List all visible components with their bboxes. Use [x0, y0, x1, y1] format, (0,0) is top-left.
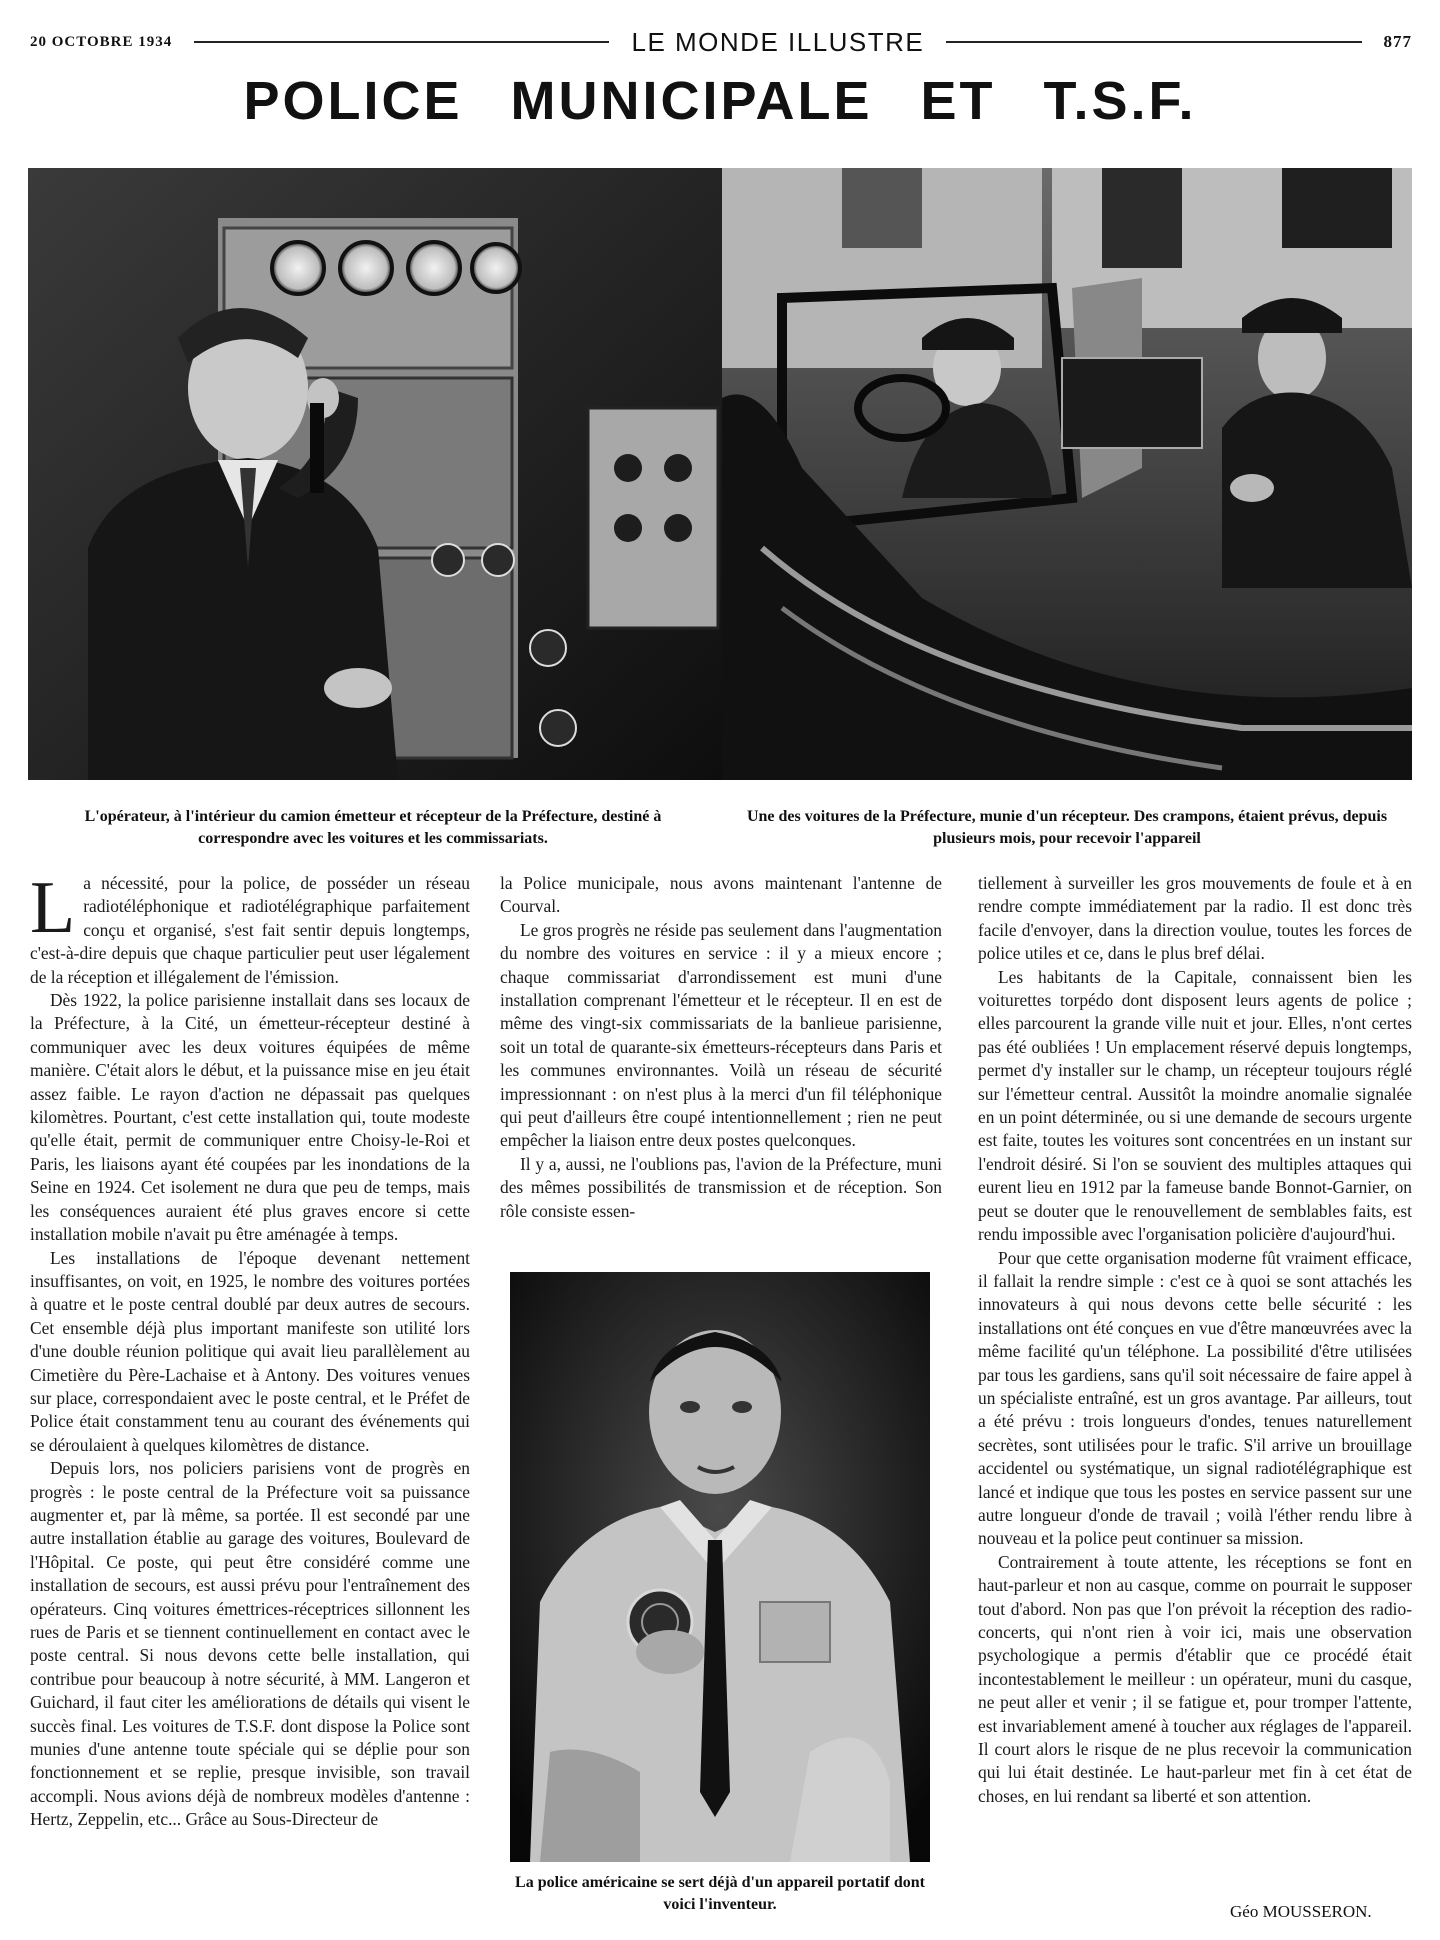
- paragraph: Les installations de l'époque devenant nettement insuffisantes, on voit, en 1925, le nombre des voitures portées à quatre et le poste central doublé par deux autres de secours. Cet ensemble déjà plus important manifeste son utilité lors d'une double réunion politique qui avait lieu parallèlement au Cimetière du Père-Lachaise et à Antony. Des voitures venues sur place, correspondaient avec le poste central, et le Préfet de Police était constamment tenu au courant des événements qui se déroulaient à quelques kilomètres de distance.: [30, 1247, 470, 1455]
- paragraph: Contrairement à toute attente, les réceptions se font en haut-parleur et non au casque, comme on pourrait le supposer tout d'abord. Non pas que l'on prévoit la réception des radio-concerts, qui n'ont rien à voir ici, mais une observation psychologique a permis d'établir que ce procédé était incontestablement le meilleur : un opérateur, muni du casque, ne peut aller et venir ; il se fatigue et, pour tromper l'attente, est invariablement amené à toucher aux réglages de l'appareil. Il court alors le risque de ne plus recevoir la communication qui lui était destinée. Le haut-parleur met fin à cet état de choses, en lui rendant sa liberté et son attention.: [978, 1551, 1412, 1806]
- paragraph: Depuis lors, nos policiers parisiens vont de progrès en progrès : le poste central de la Préfecture voit sa puissance augmenter et, par là même, sa portée. Il est secondé par une autre installation établie au garage des voitures, Boulevard de l'Hôpital. Ce poste, qui peut être considéré comme une installation de secours, est aussi prévu pour l'entraînement des opérateurs. Cinq voitures émettrices-réceptrices sillonnent les rues de Paris et se tiennent continuellement en contact avec le poste central. Si nous devons cette belle installation, qui contribue pour beaucoup à notre sécurité, à MM. Langeron et Guichard, il faut citer les améliorations de détails qui visent le succès final. Les voitures de T.S.F. dont dispose la Police sont munies d'une antenne toute spéciale qui se déplie pour son fonctionnement et se replie, presque invisible, son travail accompli. Nous avions déjà de nombreux modèles d'antenne : Hertz, Zeppelin, etc... Grâce au Sous-Directeur de: [30, 1458, 470, 1830]
- page-number: 877: [1383, 32, 1413, 51]
- inventor-photo-caption: La police américaine se sert déjà d'un appareil portatif dont voici l'inventeur.: [515, 1874, 925, 1913]
- paragraph: la Police municipale, nous avons maintenant l'antenne de Courval.: [500, 873, 942, 917]
- paragraph: Le gros progrès ne réside pas seulement dans l'augmentation du nombre des voitures en service : il y a mieux encore ; chaque commissariat d'arrondissement est muni d'une installation comprenant l'émetteur et le récepteur. Il en est de même des vingt-six commissariats de la banlieue parisienne, soit un total de quarante-six émetteurs-récepteurs dans Paris et les communes environnantes. Voilà un réseau de sécurité impressionnant : on n'est plus à la merci d'un fil téléphonique qui peut d'ailleurs être coupé intentionnellement ; rien ne peut empêcher la liaison entre deux postes quelconques.: [500, 919, 942, 1151]
- masthead-rule-right: [946, 41, 1361, 43]
- operator-photo-caption: L'opérateur, à l'intérieur du camion émetteur et récepteur de la Préfecture, destiné à correspondre avec les voitures et les commissariats.: [84, 808, 662, 847]
- publication-title: LE MONDE ILLUSTRE: [631, 26, 925, 57]
- masthead-rule-left: [194, 41, 609, 43]
- paragraph: Les habitants de la Capitale, connaissent bien les voiturettes torpédo dont disposent leurs agents de police ; elles parcourent la grande ville nuit et jour. Elles, n'ont certes pas été oubliées ! Un emplacement réservé depuis longtemps, permet d'y installer sur le champ, un récepteur toujours réglé sur l'émetteur central. Aussitôt la moindre anomalie signalée en un point déterminée, ou si une demande de secours urgente est faite, toutes les voitures sont concentrées en un instant sur l'endroit désiré. Si l'on se souvient des multiples attaques qui eurent lieu en 1912 par la fameuse bande Bonnot-Garnier, on peut se douter que le renouvellement de semblables faits, est rendu impossible avec l'organisation policière d'aujourd'hui.: [978, 966, 1412, 1245]
- masthead: [30, 24, 1412, 60]
- paragraph: Pour que cette organisation moderne fût vraiment efficace, il fallait la rendre simple : c'est ce à quoi se sont attachés les innovateurs à qui nous devons cette belle sécurité : les installations ont été conçues en vue d'être manœuvrées avec la même facilité qu'un téléphone. La possibilité d'être utilisées par tous les gardiens, sans qu'il soit nécessaire de faire appel à un spécialiste entraîné, est un gros avantage. Par ailleurs, tout a été prévu : trois longueurs d'ondes, tenues naturellement secrètes, sont utilisées pour le trafic. S'il arrive un brouillage accidentel ou systématique, un signal radiotélégraphique est lancé et indique que tous les postes en service passent sur une autre longueur d'onde de travail ; voilà l'éther rendu libre à nouveau et la police peut continuer sa mission.: [978, 1247, 1412, 1549]
- issue-date: 20 OCTOBRE 1934: [30, 33, 173, 50]
- inventor-photo: [510, 1272, 930, 1862]
- article-column-1: [30, 872, 470, 1922]
- paragraph: Dès 1922, la police parisienne installait dans ses locaux de la Préfecture, à la Cité, un émetteur-récepteur destiné à communiquer avec les deux voitures équipées de même manière. C'était alors le début, et la puissance mise en jeu était assez faible. Le rayon d'action ne dépassait pas quelques kilomètres. Pourtant, c'est cette installation qui, toute modeste qu'elle était, permit de communiquer entre Choisy-le-Roi et Paris, les liaisons ayant été coupées par les inondations de la Seine en 1924. Cet isolement ne dura que peu de temps, mais les conséquences auraient été plus graves encore si cette installation mobile n'avait pu être aménagée à temps.: [30, 990, 470, 1245]
- operator-photo: [28, 168, 722, 780]
- article-headline: POLICE MUNICIPALE ET T.S.F.: [243, 71, 1197, 131]
- article-column-2: [500, 872, 942, 1267]
- paragraph: tiellement à surveiller les gros mouvements de foule et à en rendre compte immédiatement par la radio. Il est donc très facile d'envoyer, dans la direction voulue, toutes les forces de police utiles et ce, dans le plus bref délai.: [978, 873, 1412, 964]
- author-signature: Géo MOUSSERON.: [1230, 1902, 1372, 1921]
- drop-cap: L: [30, 872, 76, 949]
- article-column-3: [978, 872, 1412, 1902]
- paragraph: a nécessité, pour la police, de posséder un réseau radiotéléphonique et radiotélégraphique parfaitement conçu et organisé, s'est fait sentir depuis longtemps, c'est-à-dire depuis que chaque particulier peut user légalement de la réception et illégalement de l'émission.: [30, 873, 470, 987]
- police-car-photo-caption: Une des voitures de la Préfecture, munie d'un récepteur. Des crampons, étaient prévus, depuis plusieurs mois, pour recevoir l'appareil: [746, 808, 1388, 847]
- police-car-photo: [722, 168, 1412, 780]
- paragraph: Il y a, aussi, ne l'oublions pas, l'avion de la Préfecture, muni des mêmes possibilités de transmission et de réception. Son rôle consiste essen-: [500, 1153, 942, 1221]
